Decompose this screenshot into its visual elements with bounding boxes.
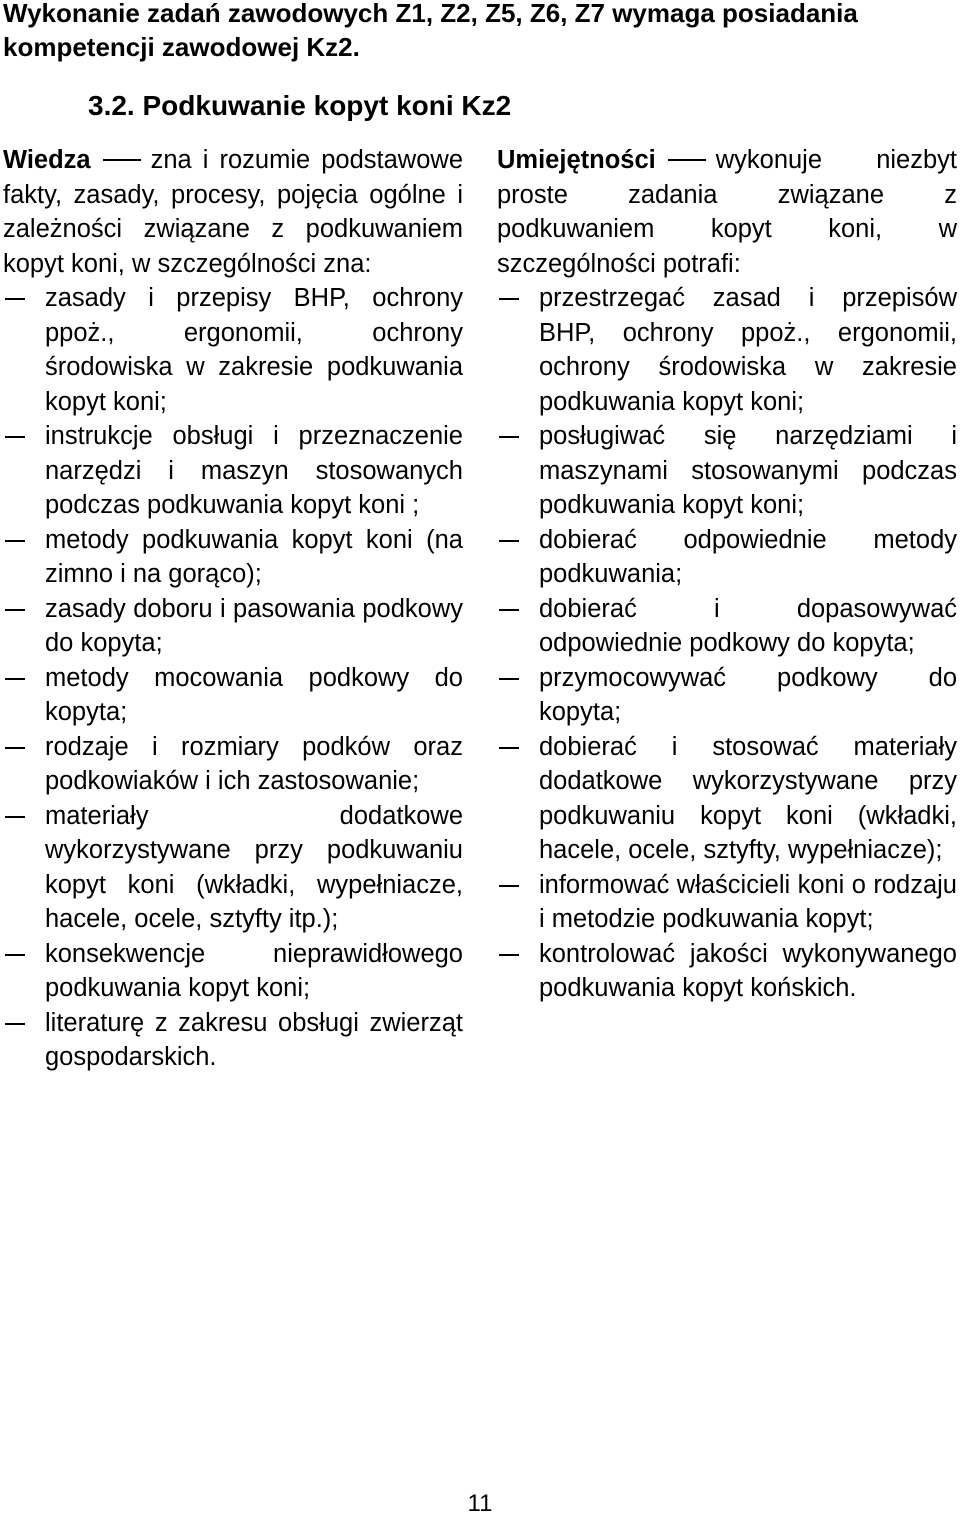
list-item: przestrzegać zasad i przepisów BHP, ochrony ppoż., ergonomii, ochrony środowiska w zakresie podkuwania kopyt koni;	[497, 281, 957, 419]
page-number: 11	[467, 1490, 493, 1517]
page-heading: Wykonanie zadań zawodowych Z1, Z2, Z5, Z6, Z7 wymaga posiadania kompetencji zawodowej Kz2.	[3, 0, 858, 62]
dash-bullet-icon	[5, 540, 25, 542]
dash-bullet-icon	[499, 954, 519, 956]
dash-bullet-icon	[499, 436, 519, 438]
dash-separator-icon	[668, 159, 706, 161]
dash-bullet-icon	[5, 609, 25, 611]
dash-bullet-icon	[499, 609, 519, 611]
list-item: literaturę z zakresu obsługi zwierząt gospodarskich.	[3, 1006, 463, 1075]
list-item: dobierać i dopasowywać odpowiednie podkowy do kopyta;	[497, 592, 957, 661]
knowledge-intro-text: zna i rozumie podstawowe fakty, zasady, procesy, pojęcia ogólne i zależności związane z podkuwaniem kopyt koni, w szczególności zna:	[3, 146, 463, 278]
list-item: metody podkuwania kopyt koni (na zimno i na gorąco);	[3, 523, 463, 592]
list-item: dobierać i stosować materiały dodatkowe wykorzystywane przy podkuwaniu kopyt koni (wkładki, hacele, ocele, sztyfty, wypełniacze);	[497, 730, 957, 868]
dash-bullet-icon	[5, 298, 25, 300]
knowledge-column	[3, 143, 463, 1075]
dash-separator-icon	[103, 159, 141, 161]
list-item: przymocowywać podkowy do kopyta;	[497, 661, 957, 730]
dash-bullet-icon	[5, 954, 25, 956]
list-item: kontrolować jakości wykonywanego podkuwania kopyt końskich.	[497, 937, 957, 1006]
skills-intro-text: wykonuje niezbyt proste zadania związane z podkuwaniem kopyt koni, w szczególności potrafi:	[497, 146, 957, 278]
knowledge-lead-term: Wiedza	[3, 146, 91, 174]
list-item: konsekwencje nieprawidłowego podkuwania kopyt koni;	[3, 937, 463, 1006]
list-item: instrukcje obsługi i przeznaczenie narzędzi i maszyn stosowanych podczas podkuwania kopyt koni ;	[3, 419, 463, 523]
dash-bullet-icon	[499, 540, 519, 542]
dash-bullet-icon	[499, 678, 519, 680]
list-item: informować właścicieli koni o rodzaju i metodzie podkuwania kopyt;	[497, 868, 957, 937]
dash-bullet-icon	[5, 747, 25, 749]
knowledge-list	[3, 281, 463, 1075]
skills-lead-term: Umiejętności	[497, 146, 656, 174]
list-item: posługiwać się narzędziami i maszynami stosowanymi podczas podkuwania kopyt koni;	[497, 419, 957, 523]
dash-bullet-icon	[5, 678, 25, 680]
skills-list	[497, 281, 957, 1006]
dash-bullet-icon	[5, 1023, 25, 1025]
section-title: 3.2. Podkuwanie kopyt koni Kz2	[88, 90, 512, 121]
dash-bullet-icon	[499, 885, 519, 887]
knowledge-intro	[3, 143, 463, 281]
list-item: zasady doboru i pasowania podkowy do kopyta;	[3, 592, 463, 661]
list-item: rodzaje i rozmiary podków oraz podkowiaków i ich zastosowanie;	[3, 730, 463, 799]
list-item: metody mocowania podkowy do kopyta;	[3, 661, 463, 730]
dash-bullet-icon	[5, 436, 25, 438]
list-item: zasady i przepisy BHP, ochrony ppoż., ergonomii, ochrony środowiska w zakresie podkuwania kopyt koni;	[3, 281, 463, 419]
list-item: materiały dodatkowe wykorzystywane przy podkuwaniu kopyt koni (wkładki, wypełniacze, hacele, ocele, sztyfty itp.);	[3, 799, 463, 937]
dash-bullet-icon	[499, 747, 519, 749]
dash-bullet-icon	[5, 816, 25, 818]
skills-column	[497, 143, 957, 1006]
dash-bullet-icon	[499, 298, 519, 300]
list-item: dobierać odpowiednie metody podkuwania;	[497, 523, 957, 592]
skills-intro	[497, 143, 957, 281]
